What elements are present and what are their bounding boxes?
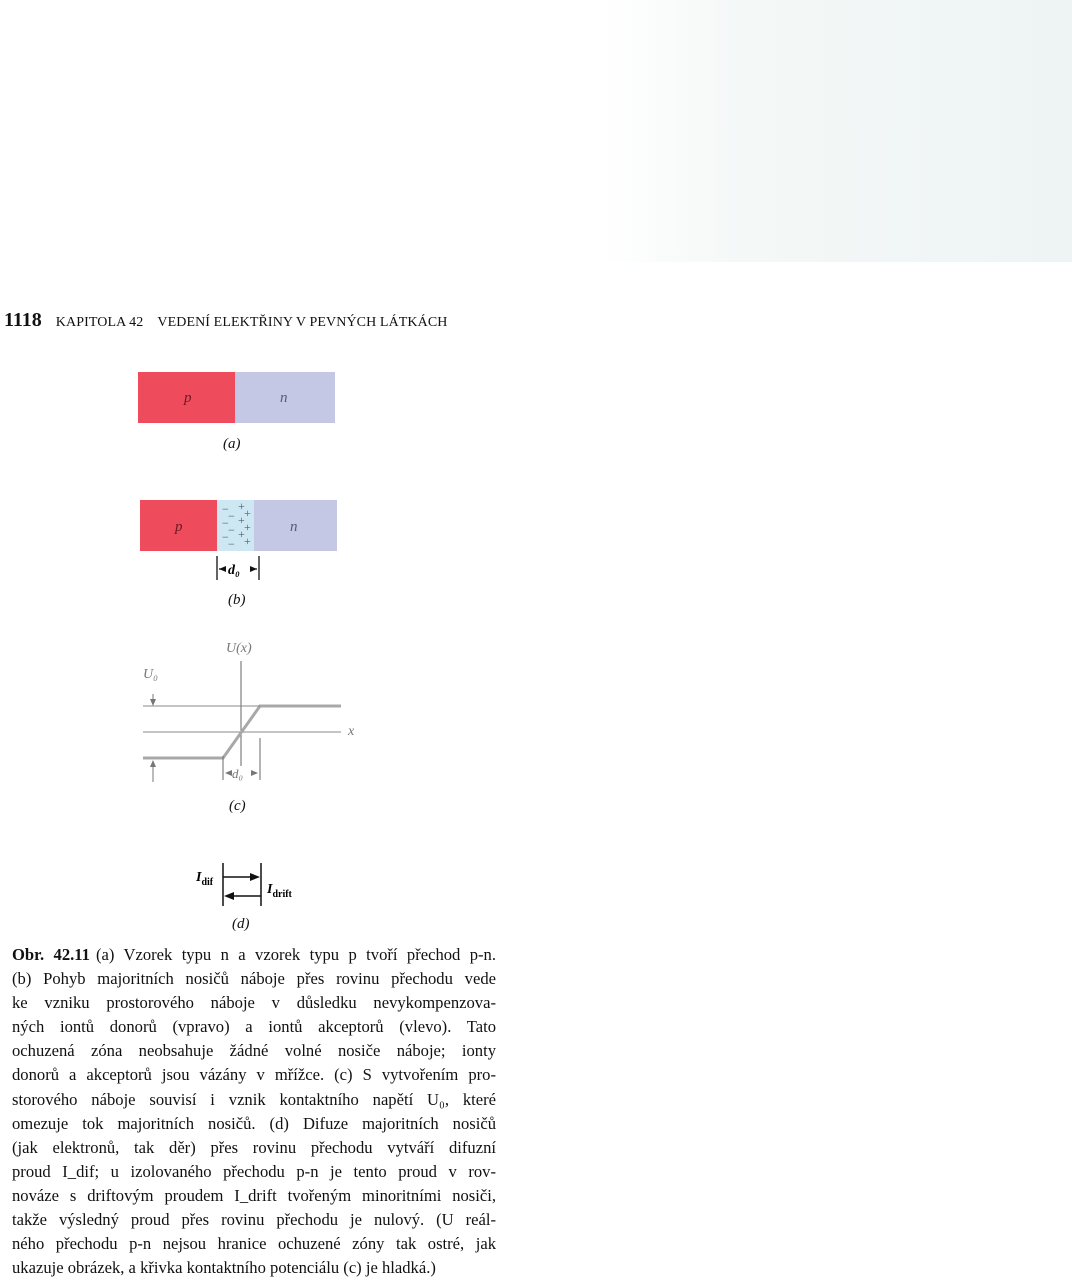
p-label: p [175,519,183,535]
figure-a-caption-label: (a) [223,436,241,452]
running-header [4,309,448,332]
svg-text:+: + [244,506,251,520]
x-axis-label: x [348,724,355,739]
d0-label: d₀ [228,563,240,578]
caption-line: ke vzniku prostorového náboje v důsledku nevykompenzova- [12,993,496,1013]
svg-text:−: − [222,516,229,530]
caption-line: ochuzená zóna neobsahuje žádné volné nosiče náboje; ionty [12,1041,496,1061]
caption-line: proud I_dif; u izolovaného přechodu p-n je tento proud v rov- [12,1161,496,1181]
u0-arrows [150,694,156,782]
svg-text:+: + [244,534,251,548]
figure-number: Obr. 42.11 [12,945,90,964]
caption-line: ných iontů donorů (vpravo) a iontů akceptorů (vlevo). Tato [12,1017,496,1037]
svg-text:−: − [222,530,229,544]
svg-text:+: + [238,527,245,541]
donor-ions [238,500,251,548]
figure-b-caption-label: (b) [228,592,246,608]
u0-label: U₀ [143,667,158,682]
page-number: 1118 [4,309,42,331]
d0-label: d₀ [232,766,244,781]
figure-c [138,636,368,820]
caption-line: (b) Pohyb majoritních nosičů náboje přes rovinu přechodu vede [12,969,496,989]
svg-text:+: + [238,500,245,513]
figure-caption [12,943,496,1280]
idif-label: $I_{dif}$ [196,870,214,888]
caption-line: donorů a akceptorů jsou vázány v mřížce. (c) S vytvořením pro- [12,1065,496,1085]
caption-line: (jak elektronů, tak děr) přes rovinu přechodu vytváří difuzní [12,1137,496,1157]
svg-text:−: − [228,537,235,551]
scan-margin-shade [600,0,1072,262]
u-x-label: U(x) [226,641,252,656]
p-label: p [184,390,192,406]
chapter-label: KAPITOLA 42 [55,315,144,330]
figure-d-caption-label: (d) [232,916,250,932]
caption-line: Obr. 42.11 (a) Vzorek typu n a vzorek typu p tvoří přechod p-n. [12,945,497,964]
figure-b-diagram [140,500,340,585]
svg-text:−: − [222,502,229,516]
svg-text:+: + [244,520,251,534]
svg-text:−: − [228,509,235,523]
n-label: n [290,519,298,535]
figure-d [190,858,340,938]
figure-c-diagram [138,636,368,796]
caption-line: storového náboje souvisí i vznik kontaktního napětí U₀, které [12,1089,496,1109]
idrift-label: $I_{drift}$ [267,882,292,900]
acceptor-ions [222,502,235,551]
figure-b [140,500,340,612]
caption-line: ukazuje obrázek, a křivka kontaktního potenciálu (c) je hladká.) [12,1258,436,1278]
caption-line: nováze s driftovým proudem I_drift tvořeným minoritními nosiči, [12,1185,496,1205]
caption-line: omezuje tok majoritních nosičů. (d) Difuze majoritních nosičů [12,1113,496,1133]
caption-line: takže výsledný proud přes rovinu přechodu je nulový. (U reál- [12,1210,496,1230]
figure-c-caption-label: (c) [229,798,246,814]
figure-d-diagram [190,858,340,920]
caption-line: ného přechodu p-n nejsou hranice ochuzené zóny tak ostré, jak [12,1234,496,1254]
svg-text:+: + [238,513,245,527]
n-label: n [280,390,288,406]
chapter-title: VEDENÍ ELEKTŘINY V PEVNÝCH LÁTKÁCH [157,315,448,330]
idif-arrow [223,873,260,881]
idrift-arrow [224,892,261,900]
figure-a [138,372,338,462]
svg-text:−: − [228,523,235,537]
